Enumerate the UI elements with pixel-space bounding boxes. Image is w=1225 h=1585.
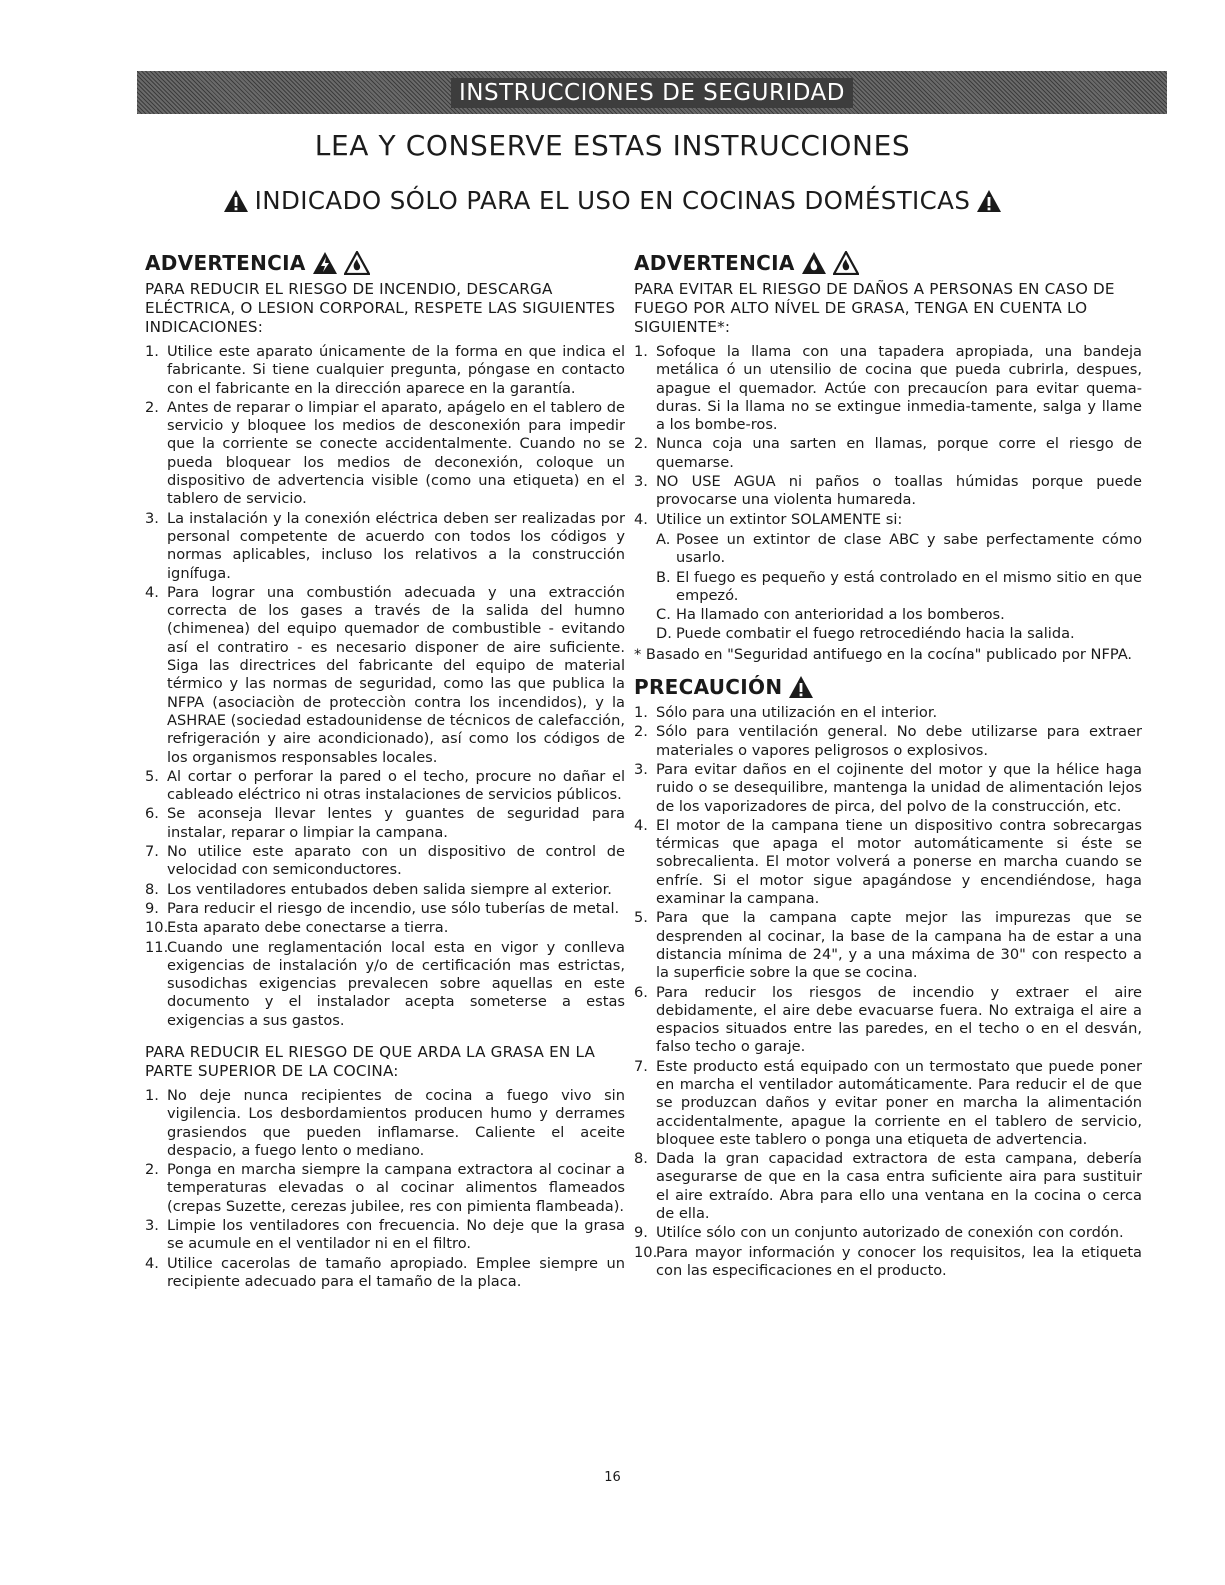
electric-shock-triangle-icon <box>312 251 338 275</box>
banner-title: INSTRUCCIONES DE SEGURIDAD <box>451 78 853 108</box>
caution-list <box>634 704 1142 1280</box>
list-item: D. Puede combatir el fuego retrocediéndo hacia la salida. <box>656 625 1075 643</box>
fire-triangle-icon <box>344 251 370 275</box>
list-item: A. Posee un extintor de clase ABC y sabe perfectamente cómo usarlo. <box>656 530 1142 567</box>
extinguisher-sublist <box>656 531 1142 644</box>
list-item: 1. Sólo para una utilización en el interior. <box>634 704 938 722</box>
list-item: 8. Dada la gran capacidad extractora de esta campana, debería asegurarse de que en la casa entra suficiente aira para sustituir el aire extraído. Abra para ello una ventana en la cocina o cerca de ella. <box>634 1150 1142 1223</box>
list-item: 5. Al cortar o perforar la pared o el techo, procure no dañar el cableado eléctrico ni otras instalaciones de servicios públicos. <box>145 767 625 804</box>
list-item: 9. Utilíce sólo con un conjunto autorizado de conexión con cordón. <box>634 1224 1124 1242</box>
grease-list <box>145 1087 625 1291</box>
list-item: 8. Los ventiladores entubados deben salida siempre al exterior. <box>145 880 612 898</box>
list-item: 2. Antes de reparar o limpiar el aparato, apágelo en el tablero de servicio y bloquee los medios de desconexión para impedir que la corriente se conecte accidentalmente. Cuando no se pueda bloquear los medios de deconexión, coloque un dispositivo de advertencia visible (como una etiqueta) en el tablero de servicio. <box>145 398 625 508</box>
list-item: 4. Utilice un extintor SOLAMENTE si: A. Posee un extintor de clase ABC y sabe perfectamente cómo usarlo. B. El fuego es pequeño y está controlado en el mismo sitio en que empezó. C. Ha llamado con anterioridad a los bomberos. D. Puede combatir el fuego retrocediéndo hacia la salida. <box>634 510 1142 643</box>
list-item: B. El fuego es pequeño y está controlado en el mismo sitio en que empezó. <box>656 568 1142 604</box>
fire-intro: PARA EVITAR EL RIESGO DE DAÑOS A PERSONAS EN CASO DE FUEGO POR ALTO NÍVEL DE GRASA, TENGA EN CUENTA LO SIGUIENTE*: <box>634 280 1115 336</box>
page-title: LEA Y CONSERVE ESTAS INSTRUCCIONES <box>314 129 911 162</box>
list-item: 5. Para que la campana capte mejor las impurezas que se desprenden al cocinar, la base de la campana ha de estar a una distancia mínima de 24", y a una máxima de 30" con respecto a la superficie sobre la que se cocina. <box>634 909 1142 982</box>
left-column <box>145 250 625 1292</box>
page-subtitle <box>0 186 1225 215</box>
warning-triangle-icon <box>976 189 1002 213</box>
section-banner <box>137 71 1167 114</box>
list-item: 3. Limpie los ventiladores con frecuencia. No deje que la grasa se acumule en el ventilador ni en el filtro. <box>145 1217 625 1253</box>
list-item: 4. Para lograr una combustión adecuada y una extracción correcta de los gases a través de la salida del humno (chimenea) del equipo quemador de combustible - evitando así el contratiro - es necesario disponer de aire suficiente. Siga las directrices del fabricante del equipo de material térmico y las normas de seguridad, como las que publica la NFPA (asociaciòn de protecciòn contra los incendidos), y la ASHRAE (sociedad estadounidense de técnicos de calefacción, refrigeración y aire acondicionado), así como los códigos de los organismos responsables locales. <box>145 583 625 766</box>
list-item: 1. No deje nunca recipientes de cocina a fuego vivo sin vigilencia. Los desbordamientos producen humo y derrames grasiendos que pueden inflamarse. Caliente el aceite despacio, a fuego lento o mediano. <box>145 1086 625 1159</box>
list-item: 11. Cuando une reglamentación local esta en vigor y conlleva exigencias de instalación y/o de certificación mas estrictas, susodichas exigencias prevalecen sobre aquellas en este documento y el instalador acepta someterse a estas exigencias a sus gastos. <box>145 938 625 1029</box>
list-item: 7. Este producto está equipado con un termostato que puede poner en marcha el ventilador automáticamente. Para reducir el de que se produzcan daños y evitar poner en marcha la alimentación accidentalmente, apague la corriente en el tablero de servicio, bloquee este tablero o ponga una etiqueta de advertencia. <box>634 1057 1142 1148</box>
fire-triangle-icon <box>833 251 859 275</box>
list-item: 2. Sólo para ventilación general. No debe utilizarse para extraer materiales o vapores peligrosos o explosivos. <box>634 723 1142 759</box>
fire-triangle-icon <box>801 251 827 275</box>
warning-intro: PARA REDUCIR EL RIESGO DE INCENDIO, DESCARGA ELÉCTRICA, O LESION CORPORAL, RESPETE LAS SIGUIENTES INDICACIONES: <box>145 280 616 336</box>
list-item: 10. Esta aparato debe conectarse a tierra. <box>145 919 449 937</box>
list-item: C. Ha llamado con anterioridad a los bomberos. <box>656 606 1005 624</box>
list-item: 1. Utilice este aparato únicamente de la forma en que indica el fabricante. Si tiene cualquier pregunta, póngase en contacto con el fabricante en la dirección aparece en la garantía. <box>145 343 625 397</box>
list-item: 7. No utilice este aparato con un dispositivo de control de velocidad con semiconductores. <box>145 843 625 879</box>
warning-heading: ADVERTENCIA <box>634 250 1142 276</box>
list-item: 2. Nunca coja una sarten en llamas, porque corre el riesgo de quemarse. <box>634 435 1142 471</box>
list-item: 3. NO USE AGUA ni paños o toallas húmidas porque puede provocarse una violenta humareda. <box>634 473 1142 509</box>
list-item: 6. Se aconseja llevar lentes y guantes de seguridad para instalar, reparar o limpiar la campana. <box>145 805 625 841</box>
list-item: 3. La instalación y la conexión eléctrica deben ser realizadas por personal competente de acuerdo con todos los códigos y normas aplicables, incluso los relativos a la construcción ignífuga. <box>145 509 625 582</box>
fire-list <box>634 343 1142 644</box>
warning-heading: ADVERTENCIA <box>145 250 625 276</box>
list-item: 9. Para reducir el riesgo de incendio, use sólo tuberías de metal. <box>145 899 620 917</box>
list-item: 10. Para mayor información y conocer los requisitos, lea la etiqueta con las especificaciones en el producto. <box>634 1243 1142 1279</box>
list-item: 4. El motor de la campana tiene un dispositivo contra sobrecargas térmicas que apaga el motor automáticamente si éste se sobrecalienta. El motor volverá a ponerse en marcha cuando se enfríe. Si el motor sigue apagándose y encendiéndose, haga examinar la campana. <box>634 816 1142 908</box>
warning-list <box>145 343 625 1030</box>
list-item: 4. Utilice cacerolas de tamaño apropiado. Emplee siempre un recipiente adecuado para el tamaño de la placa. <box>145 1254 625 1290</box>
right-column <box>634 250 1142 1281</box>
subtitle-text: INDICADO SÓLO PARA EL USO EN COCINAS DOMÉSTICAS <box>254 186 971 215</box>
footnote: * Basado en "Seguridad antifuego en la cocína" publicado por NFPA. <box>634 645 1133 663</box>
page-number: 16 <box>604 1470 621 1485</box>
caution-heading: PRECAUCIÓN <box>634 674 1142 700</box>
list-item: 6. Para reducir los riesgos de incendio y extraer el aire debidamente, el aire debe evacuarse fuera. No extraiga el aire a espacios situados entre las paredes, en el techo o en el desván, falso techo o garaje. <box>634 983 1142 1056</box>
list-item: 2. Ponga en marcha siempre la campana extractora al cocinar a temperaturas elevadas o al cocinar alimentos flameados (crepas Suzette, cerezas jubilee, res con pimienta flambeada). <box>145 1161 625 1215</box>
warning-triangle-icon <box>788 675 814 699</box>
warning-triangle-icon <box>223 189 249 213</box>
list-item: 1. Sofoque la llama con una tapadera apropiada, una bandeja metálica ó un utensilio de cocina que pueda cubrirla, despues, apague el quemador. Actúe con precaucíon para evitar quema-duras. Si la llama no se extingue inmedia-tamente, salga y llame a los bombe-ros. <box>634 343 1142 434</box>
list-item: 3. Para evitar daños en el cojinente del motor y que la hélice haga ruido o se desequilibre, mantenga la unidad de alimentación lejos de los vaporizadores de pirca, del polvo de la construcción, etc. <box>634 760 1142 815</box>
grease-intro: PARA REDUCIR EL RIESGO DE QUE ARDA LA GRASA EN LA PARTE SUPERIOR DE LA COCINA: <box>145 1042 596 1080</box>
